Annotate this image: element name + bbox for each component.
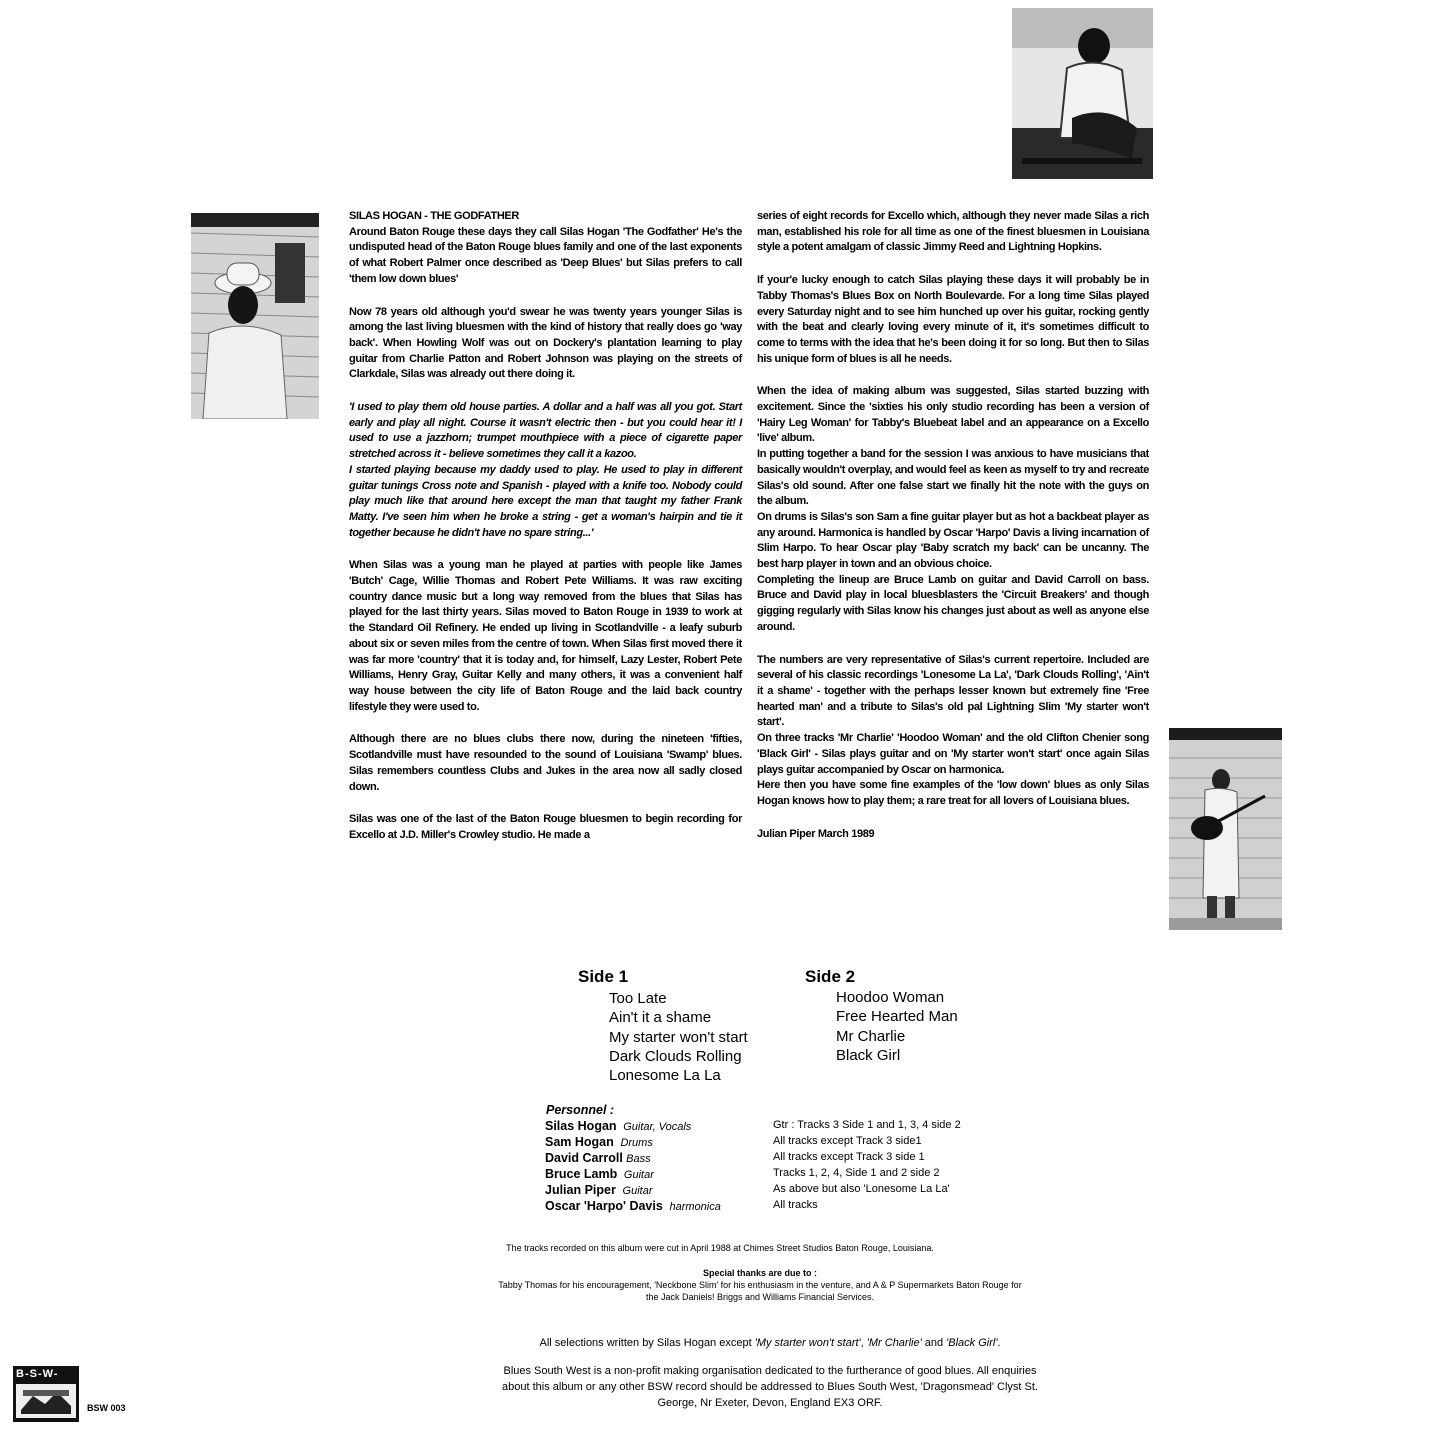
member-credit: All tracks except Track 3 side 1 bbox=[773, 1151, 925, 1163]
side-1-tracklist bbox=[609, 989, 748, 1085]
track-item: Hoodoo Woman bbox=[836, 989, 945, 1006]
member-name: Julian Piper bbox=[545, 1183, 616, 1197]
article-paragraph: When the idea of making album was suggested, Silas started buzzing with excitement. Since the 'sixties his only studio recording has been a version of 'Hairy Leg Woman' for Tabby's Bluebeat label and an appearance on a Excello 'live' album. bbox=[757, 385, 1149, 445]
selections-text: . bbox=[997, 1337, 1001, 1349]
bsw-line: about this album or any other BSW record should be addressed to Blues South West, 'Dragonsmead' Clyst St. bbox=[502, 1381, 1038, 1393]
article-paragraph: Here then you have some fine examples of the 'low down' blues as only Silas Hogan knows how to play them; a rare treat for all lovers of Louisiana blues. bbox=[757, 779, 1149, 807]
member-name: Sam Hogan bbox=[545, 1135, 614, 1149]
member-credit: All tracks bbox=[773, 1199, 818, 1211]
thanks-heading: Special thanks are due to : bbox=[702, 1268, 818, 1278]
member-credit: Tracks 1, 2, 4, Side 1 and 2 side 2 bbox=[773, 1167, 940, 1179]
member-credit: All tracks except Track 3 side1 bbox=[773, 1135, 922, 1147]
article-paragraph: In putting together a band for the session I was anxious to have musicians that basically wouldn't overplay, and would feel as keen as myself to try and recreate Silas's old sound. After one false start we finally hit the note with the guys on the album. bbox=[757, 448, 1149, 508]
member-name: Silas Hogan bbox=[545, 1119, 617, 1133]
personnel-row bbox=[545, 1166, 721, 1182]
member-credit: As above but also 'Lonesome La La' bbox=[773, 1183, 950, 1195]
track-item: Black Girl bbox=[836, 1046, 901, 1064]
article-heading: SILAS HOGAN - THE GODFATHER bbox=[349, 210, 520, 222]
member-instrument: Drums bbox=[620, 1137, 653, 1149]
personnel-row bbox=[545, 1134, 721, 1150]
article-paragraph: Completing the lineup are Bruce Lamb on guitar and David Carroll on bass. Bruce and David play in local bluesblasters the 'Circuit Breakers' and though gigging regularly with Silas know his changes just about as well as anyone else around. bbox=[757, 573, 1149, 633]
article-paragraph: Silas was one of the last of the Baton Rouge bluesmen to begin recording for Excello at J.D. Miller's Crowley studio. He made a bbox=[349, 813, 742, 841]
member-name: Oscar 'Harpo' Davis bbox=[545, 1199, 663, 1213]
article-left-column bbox=[349, 209, 742, 861]
member-credit: Gtr : Tracks 3 Side 1 and 1, 3, 4 side 2 bbox=[773, 1119, 961, 1131]
article-paragraph: When Silas was a young man he played at parties with people like James 'Butch' Cage, Willie Thomas and Robert Pete Williams. It was raw exciting country dance music but a long way removed from the blues that Silas has played for the last thirty years. Silas moved to Baton Rouge in 1939 to work at the Standard Oil Refinery. He ended up living in Scotlandville - a leafy suburb about six or seven miles from the centre of town. When Silas first moved there it was far more 'country' that it is today and, for himself, Lazy Lester, Robert Pete Williams, Henry Gray, Guitar Kelly and many others, it was a convenient half way house between the city life of Baton Rouge and the laid back country lifestyle they were used to. bbox=[349, 559, 742, 713]
photo-left bbox=[191, 213, 319, 419]
track-item: Free Hearted Man bbox=[836, 1008, 958, 1026]
recording-note: The tracks recorded on this album were cut in April 1988 at Chimes Street Studios Baton Rouge, Louisiana. bbox=[506, 1243, 934, 1253]
selections-text: and bbox=[921, 1337, 947, 1349]
track-item: My starter won't start bbox=[609, 1028, 748, 1046]
side-2-tracklist bbox=[836, 988, 958, 1065]
article-paragraph: The numbers are very representative of Silas's current repertoire. Included are several of his classic recordings 'Lonesome La La', 'Dark Clouds Rolling', 'Ain't it a shame' - together with the perhaps lesser known but extremely fine 'Free hearted man' and a tribute to Silas's old pal Lightning Slim 'My starter won't start'. bbox=[757, 653, 1149, 729]
bsw-line: Blues South West is a non-profit making organisation dedicated to the furtherance of good blues. All enquiries bbox=[503, 1365, 1037, 1377]
article-right-column bbox=[757, 209, 1149, 859]
thanks-line: the Jack Daniels! Briggs and Williams Financial Services. bbox=[645, 1292, 875, 1302]
quote-paragraph: I started playing because my daddy used to play. He used to play in different guitar tunings Cross note and Spanish - played with a knife too. Nobody could play much like that around here except the man that taught my father Frank Matty. I've seen him when he broke a string - get a woman's hairpin and tie it together because he didn't have no spare string...' bbox=[349, 463, 742, 539]
photo-bottom-right bbox=[1169, 728, 1282, 930]
track-item: Lonesome La La bbox=[609, 1067, 721, 1085]
catalog-number: BSW 003 bbox=[87, 1403, 126, 1413]
personnel-row bbox=[545, 1150, 721, 1166]
personnel-credits bbox=[773, 1117, 961, 1213]
quote-paragraph: 'I used to play them old house parties. A dollar and a half was all you got. Start early and play all night. Course it wasn't electric then - but you could hear it! I used to use a jazzhorn; trumpet mouthpiece with a piece of cigarette paper stretched across it - believe sometimes they call it a kazoo. bbox=[349, 401, 742, 461]
article-paragraph: On three tracks 'Mr Charlie' 'Hoodoo Woman' and the old Clifton Chenier song 'Black Girl' - Silas plays guitar and on 'My starter won't start' once again Silas plays guitar accompanied by Oscar on harmonica. bbox=[757, 732, 1149, 776]
personnel-row bbox=[545, 1182, 721, 1198]
song-title: 'Mr Charlie' bbox=[866, 1337, 922, 1349]
song-title: 'Black Girl' bbox=[946, 1337, 998, 1349]
thanks-block bbox=[420, 1267, 1100, 1303]
bsw-info bbox=[440, 1363, 1100, 1411]
track-item: Mr Charlie bbox=[836, 1027, 906, 1045]
thanks-line: Tabby Thomas for his encouragement, 'Neckbone Slim' for his enthusiasm in the venture, and A & P Supermarkets Baton Rouge for bbox=[498, 1280, 1022, 1290]
article-signature: Julian Piper March 1989 bbox=[757, 827, 875, 840]
selections-text: , bbox=[860, 1337, 867, 1349]
track-item: Dark Clouds Rolling bbox=[609, 1047, 742, 1065]
member-name: Bruce Lamb bbox=[545, 1167, 618, 1181]
song-title: 'My starter won't start' bbox=[754, 1337, 861, 1349]
photo-top-right bbox=[1012, 8, 1153, 179]
member-instrument: Bass bbox=[626, 1153, 651, 1165]
personnel-heading: Personnel : bbox=[546, 1103, 615, 1117]
selections-text: All selections written by Silas Hogan except bbox=[539, 1337, 755, 1349]
personnel-list bbox=[545, 1118, 721, 1214]
track-item: Too Late bbox=[609, 990, 667, 1007]
track-item: Ain't it a shame bbox=[609, 1009, 712, 1027]
article-paragraph: Now 78 years old although you'd swear he was twenty years younger Silas is among the last living bluesmen with the kind of history that really does go 'way back'. When Howling Wolf was out on Dockery's plantation learning to play guitar from Charlie Patton and Robert Johnson was playing on the streets of Clarkdale, Silas was already out there doing it. bbox=[349, 305, 742, 381]
member-name: David Carroll bbox=[545, 1151, 623, 1165]
personnel-row bbox=[545, 1198, 721, 1214]
bsw-logo bbox=[13, 1366, 79, 1422]
logo-text: B-S-W- bbox=[16, 1368, 59, 1380]
bsw-line: George, Nr Exeter, Devon, England EX3 ORF. bbox=[657, 1397, 883, 1409]
side-2-heading: Side 2 bbox=[805, 967, 856, 986]
member-instrument: Guitar bbox=[622, 1185, 653, 1197]
side-1-heading: Side 1 bbox=[578, 967, 629, 986]
personnel-row bbox=[545, 1118, 721, 1134]
article-paragraph: Although there are no blues clubs there now, during the nineteen 'fifties, Scotlandville must have resounded to the sound of Louisiana 'Swamp' blues. Silas remembers countless Clubs and Jukes in the area now all sadly closed down. bbox=[349, 733, 742, 793]
article-paragraph: If your'e lucky enough to catch Silas playing these days it will probably be in Tabby Thomas's Blues Box on North Boulevarde. For a long time Silas played every Saturday night and to see him hunched up over his guitar, rocking gently with the beat and clearly loving every minute of it, it's sometimes difficult to come to terms with the idea that he's been doing it for so long. But then to Silas his unique form of blues is all he needs. bbox=[757, 274, 1149, 365]
article-paragraph: series of eight records for Excello which, although they never made Silas a rich man, established his role for all time as one of the finest bluesmen in Louisiana style a potent amalgam of classic Jimmy Reed and Lightning Hopkins. bbox=[757, 210, 1149, 254]
member-instrument: harmonica bbox=[669, 1201, 721, 1213]
member-instrument: Guitar bbox=[623, 1169, 654, 1181]
member-instrument: Guitar, Vocals bbox=[623, 1121, 692, 1133]
article-paragraph: Around Baton Rouge these days they call Silas Hogan 'The Godfather' He's the undisputed head of the Baton Rouge blues family and one of the last exponents of what Robert Palmer once described as 'Deep Blues' but Silas prefers to call 'them low down blues' bbox=[349, 225, 742, 285]
selections-note bbox=[440, 1335, 1100, 1351]
article-paragraph: On drums is Silas's son Sam a fine guitar player but as hot a backbeat player as any around. Harmonica is handled by Oscar 'Harpo' Davis a living incarnation of Slim Harpo. To hear Oscar play 'Baby scratch my back' can be uncanny. The best harp player in town and an obvious choice. bbox=[757, 510, 1149, 571]
